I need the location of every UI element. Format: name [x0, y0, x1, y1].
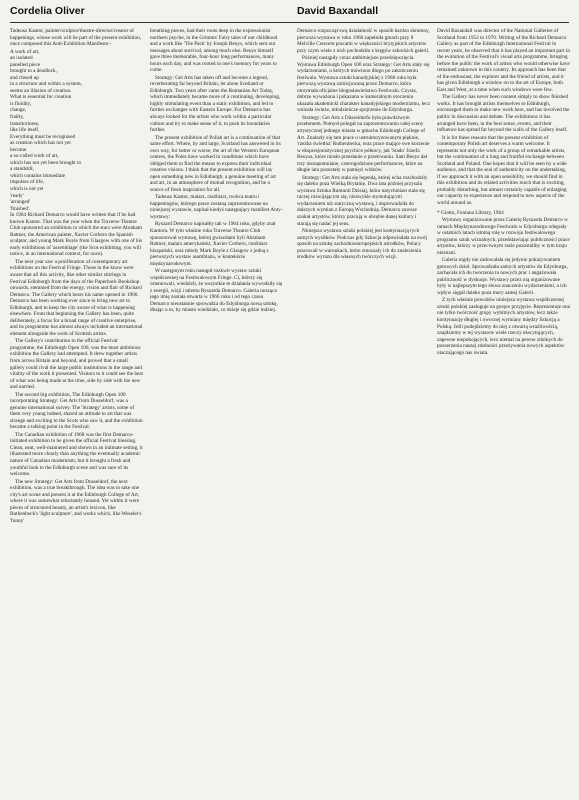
polish-paragraph: Demarco rozpoczął swą działalność w sposób bardzo skromny, pierwsza wystawa w roku 1966 zapełniła gmach przy 8 Melville Crescent pracami w większości brytyjskich artystów przy czym wiele z nich pochodziło z kręgów szkockich galerii. [297, 28, 430, 54]
poem-line: 'ready' [10, 192, 24, 199]
polish-paragraph: Później nastąpiły coraz ambitniejsze przedsięwzięcia. Wystawa Edinburgh Open 100 oraz Strategy: Get Arts stały się wydarzeniami, o których mówiono długo po zakończeniu festiwalu. Wystawa sztuki kanadyjskiej z 1968 roku była pierwszą wystawą zainicjowaną przez Demarco, która otrzymała oficjalne błogosławieństwo Festiwalu. Czysta, dobrze wyważona i pokazana w kameralnym otoczeniu ukazała akademicki charakter kanadyjskiego modernizmu, lecz wniosła świeże, młodzieńcze spojrzenie do Edynburga. [297, 55, 430, 114]
polish-paragraph: Strategy: Get Arts z Düsseldorfu była prawdziwym przełomem. Pomysł polegał na zaprezentowaniu całej sceny artystycznej jednego miasta w gmachu Edinburgh College of Art. Znalazły się tam prace o ustrukturyzowanym pięknie, 'rzeźba świetlna' Ruthenbecka, oraz prace mające swe korzenie w ekspresjonistycznej psychice północy, jak 'Stado' Józefa Beuysa, które niosło przesłanie o przetrwaniu. Sam Beuys dał trzy niezapomniane, czterogodzinne performances, które na długie lata pozostały w pamięci widzów. [297, 114, 430, 174]
body-paragraph: The next year saw a proliferation of contemporary art exhibitions on the Festival Fringe. Those in the know were aware that all this activity, like other similar stirrings in Festival Edinburgh from the days of the Paperback Bookshop onwards, stemmed from the energy, vision and flair of Richard Demarco. The Gallery which bears his name opened in 1966. Demarco has been working ever since to bring new art to Edinburgh, and to keep the city aware of what is happening elsewhere. From that beginning the Gallery has been, quite deliberately, a focus for a broad range of creative enterprise, and its programme has almost always included an international element alongside the work of Scottish artists. [10, 258, 143, 337]
top-rule [10, 22, 569, 23]
poem-line: which is not yet [10, 186, 44, 193]
body-paragraph: The Gallery's contribution to the official Festival programme, the Edinburgh Open 100, was the most ambitious exhibition the Gallery had attempted. It drew together artists from across Britain and beyond, and proved that a small gallery could rival the large public institutions in the range and vitality of the work it presented. Visitors to it could see the best of what was being made at the time, side by side with the new and untried. [10, 338, 143, 391]
poem-line: is fluidity, [10, 100, 32, 107]
body-paragraph: The Canadian exhibition of 1968 was the first Demarco-initiated exhibition to be given the official Festival blessing. Clean, neat, well-mannered and shown in an intimate setting, it illustrated more clearly than anything the eventually academic nature of Canadian modernism, but it brought a fresh and youthful look to the Edinburgh scene and was sure of its welcome. [10, 431, 143, 478]
body-paragraph: The present exhibition of Polish art is a continuation of that same effort. Where, by and large, Scotland has answered in its own way, for better or worse, the art of the Western European centres, the Poles have worked in conditions which have obliged them to find the means to express their individual creative visions. I think that the present exhibition will lay open something new in Edinburgh, a genuine meeting of art and art, in an atmosphere of mutual recognition, and be a source of fresh inspiration for all. [150, 134, 281, 193]
poem-line: Everything must be recognised [10, 133, 76, 140]
polish-paragraph: Ryszard Demarco napisałby tak w 1964 roku, gdyby znał Kantora. W tym właśnie roku Traverse Theatre Club sponsorował wystawę, której gwiazdami byli Abraham Rattner, malarz amerykański, Xavier Corbero, rzeźbiarz hiszpański, oraz młody Mark Boyle z Glasgow z jedną z pierwszych wystaw asamblażu, w kontekście międzynarodowym. [150, 221, 276, 267]
author-heading-left: Cordelia Oliver [10, 5, 85, 17]
text-column-1 [10, 28, 143, 790]
footnote-citation: * Giotto, Fontana Library, 1964 [437, 209, 504, 216]
body-paragraph: In 1964 Richard Demarco would have written that if he had known Kantor. That was the year when the Traverse Theatre Club sponsored an exhibition in which the stars were Abraham Rattner, the American painter, Xavier Corbero the Spanish sculptor, and young Mark Boyle from Glasgow with one of his early exhibitions of 'assemblage' (the Scot exhibiting, you will notice, in an international context, for once). [10, 212, 143, 258]
poem-line: a so-called work of art, [10, 153, 59, 160]
poem-line: which contains immediate [10, 172, 66, 179]
polish-paragraph: Galeria nigdy nie zadowalała się jedynie pokazywaniem gotowych dzieł. Sprowadzała samych artystów do Edynburga, zachęcała ich do tworzenia tu nowych prac i angażowała publiczność w dyskusje. Wystawy przez nią organizowane były w najlepszym tego słowa znaczeniu wydarzeniami, a ich wpływ sięgał daleko poza mury samej Galerii. [437, 257, 568, 296]
poem-line: like life itself. [10, 127, 40, 134]
body-paragraph: The second big exhibition, The Edinburgh Open 100 incorporating Strategy: Get Arts from Dusseldorf, was a genuine international survey. The 'Strategy' artists, some of them very young indeed, shared an attitude to art that was strange and exciting to the Scots who saw it, and the exhibition became a talking point in the Festival. [10, 391, 143, 431]
body-paragraph: David Baxandall was director of the National Galleries of Scotland from 1952 to 1970. Writing of the Richard Demarco Gallery as part of the Edinburgh International Festival in recent years, he observed that it has played an important part in the evolution of the Festival's visual arts programme, bringing before the public the work of artists who would otherwise have remained unknown in this country. Its approach has been that of the enthusiast, the explorer and the friend of artists, and it has given Edinburgh a window on to the art of Europe, both East and West, at a time when such windows were few. [437, 28, 570, 93]
polish-paragraph: W następnym roku nastąpił rozkwit wystaw sztuki współczesnej na Festiwalowym Fringe. Ci, którzy się orientowali, wiedzieli, że wszystkie te działania wywodziły się z energii, wizji i talentu Ryszarda Demarco. Galeria nosząca jego imię została otwarta w 1966 roku i od tego czasu Demarco nieustannie sprowadza do Edynburga nową sztukę, dbając o to, by miasto wiedziało, co dzieje się gdzie indziej. [150, 268, 283, 314]
poem-line: frailty, [10, 114, 24, 120]
poem-line: and closed up [10, 74, 39, 81]
polish-paragraph: Niniejsza wystawa sztuki polskiej jest kontynuacją tych samych wysiłków. Podczas gdy Szkocja odpowiadała na swój sposób na sztukę zachodnioeuropejskich ośrodków, Polacy pracowali w warunkach, które zmuszały ich do znalezienia środków wyrazu dla własnych twórczych wizji. [297, 227, 428, 261]
polish-paragraph: Z tych właśnie powodów niniejsza wystawa współczesnej sztuki polskiej zasługuje na gorące przyjęcie. Reprezentuje ona nie tylko twórczość grupy wybitnych artystów, lecz także kontynuację długiej i owocnej wymiany między Szkocją a Polską. Jeśli podejdziemy do niej z otwartą wrażliwością, znajdziemy w tej wystawie wiele rzeczy ekscytujących, zapewne niepokojących, lecz niemal na pewno zdolnych do poszerzenia naszej zdolności przeżywania nowych aspektów otaczającego nas świata. [437, 297, 570, 356]
polish-paragraph: Strategy: Get Arts stała się legendą, której echa rozchodziły się daleko poza Wielką Brytanię. Dwa lata później przyszła wystawa Sztuka Rumunii Dzisiaj, która natychmiast stała się raczej rozwijającym się, niezwykle stymulującym wydarzeniem niż statyczną wystawą, i doprowadziła do dalszych wymian z Europą Wschodnią. Demarco zawsze szukał artystów, którzy pracują w obrębie danej kultury i starają się nadać jej sens. [297, 174, 428, 227]
body-paragraph: breathing pieces, had their roots deep in the expressionist northern psyche, in the Grimms' Fairy tales of our childhood and a work like 'The Pack' by Joseph Beuys, which sent out messages about survival, among much else. Beuys himself gave three memorable, four-hour long performances, many hours each day, and was rooted in one's memory for years to come. [150, 28, 278, 74]
body-paragraph: Strategy: Get Arts has taken off and become a legend, reverberating far beyond Britain, let alone Scotland or Edinburgh. Two years after came the Romanian Art Today, which immediately became more of a continuing, developing, highly stimulating event than a static exhibition, and led to further exchanges with Eastern Europe. For Demarco has always looked for the artists who work within a particular culture and try to make sense of it, to push its boundaries further. [150, 74, 281, 134]
poem-line: panelled piece [10, 61, 41, 68]
poem-line: 'finished'. [10, 205, 31, 212]
poem-line: become [10, 146, 27, 153]
poem-line: seems an illusion of creation. [10, 87, 72, 94]
poem-line: a standstill, [10, 166, 34, 173]
text-column-3 [297, 28, 430, 790]
poem-line: What is essential for creation [10, 94, 72, 101]
polish-paragraph: Wystawy organizowane przez Galerię Ryszarda Demarco w ramach Międzynarodowego Festiwalu w Edynburgu odegrały w ostatnich latach istotną rolę w rozwoju festiwalowego programu sztuk wizualnych, przedstawiając publiczności prace artystów, którzy w przeciwnym razie pozostaliby w tym kraju nieznani. [437, 216, 570, 256]
poem-line: impulses of life, [10, 179, 44, 186]
poem-line: an isolated [10, 55, 33, 62]
author-heading-right: David Baxandall [297, 5, 379, 17]
poem-line: A work of art, [10, 48, 40, 55]
poem-line: in a structure and within a system, [10, 81, 82, 88]
polish-paragraph: Tadeusz Kantor, malarz, rzeźbiarz, twórca teatru i happeningów, którego prace zostaną zaprezentowane na niniejszej wystawie, napisał kiedyś następujący manifest Anty-wystawy: [150, 194, 283, 220]
body-paragraph: The Gallery has never been content simply to show finished works. It has brought artists themselves to Edinburgh, encouraged them to make new work here, and has involved the public in discussion and debate. The exhibitions it has arranged have been, in the best sense, events, and their influence has spread far beyond the walls of the Gallery itself. [437, 94, 570, 134]
manifesto-poem [10, 49, 143, 213]
poem-line: change, [10, 107, 27, 114]
intro-paragraph: Tadeusz Kantor, painter/sculptor/theatre-director/creator of happenings, whose work will be part of the present exhibition, once composed this Anti-Exhibition Manifesto:- [10, 28, 142, 48]
body-paragraph: It is for these reasons that the present exhibition of contemporary Polish art deserves a warm welcome. It represents not only the work of a group of remarkable artists, but the continuation of a long and fruitful exchange between Scotland and Poland. One hopes that it will be seen by a wide audience, and that the seal of authenticity on the undertaking, if we approach it with an open sensibility, we should find in this exhibition and its related activities much that is exciting, probably disturbing, but almost certainly capable of enlarging our capacity to experience and respond to new aspects of the world around us. [437, 134, 567, 206]
poem-line: which has not yet been brought to [10, 159, 82, 166]
poem-line: as creation which has not yet [10, 140, 71, 147]
poem-line: brought to a deadlock, [10, 68, 57, 75]
text-column-2 [150, 28, 283, 790]
text-column-4 [437, 28, 570, 790]
body-paragraph: The new Strategy: Get Arts from Dusseldorf, the next exhibition, was a true breakthrough. The idea was to take one city's art scene and present it at the Edinburgh College of Art, where it was somewhat reluctantly housed. Yet within it were pieces of structured beauty, an artist's lexicon, like Ruthenbeck's 'light sculpture', and works which, like Weseler's 'funny' [10, 478, 142, 524]
poem-line: transitoriness, [10, 120, 40, 127]
poem-line: 'arranged' [10, 199, 31, 206]
